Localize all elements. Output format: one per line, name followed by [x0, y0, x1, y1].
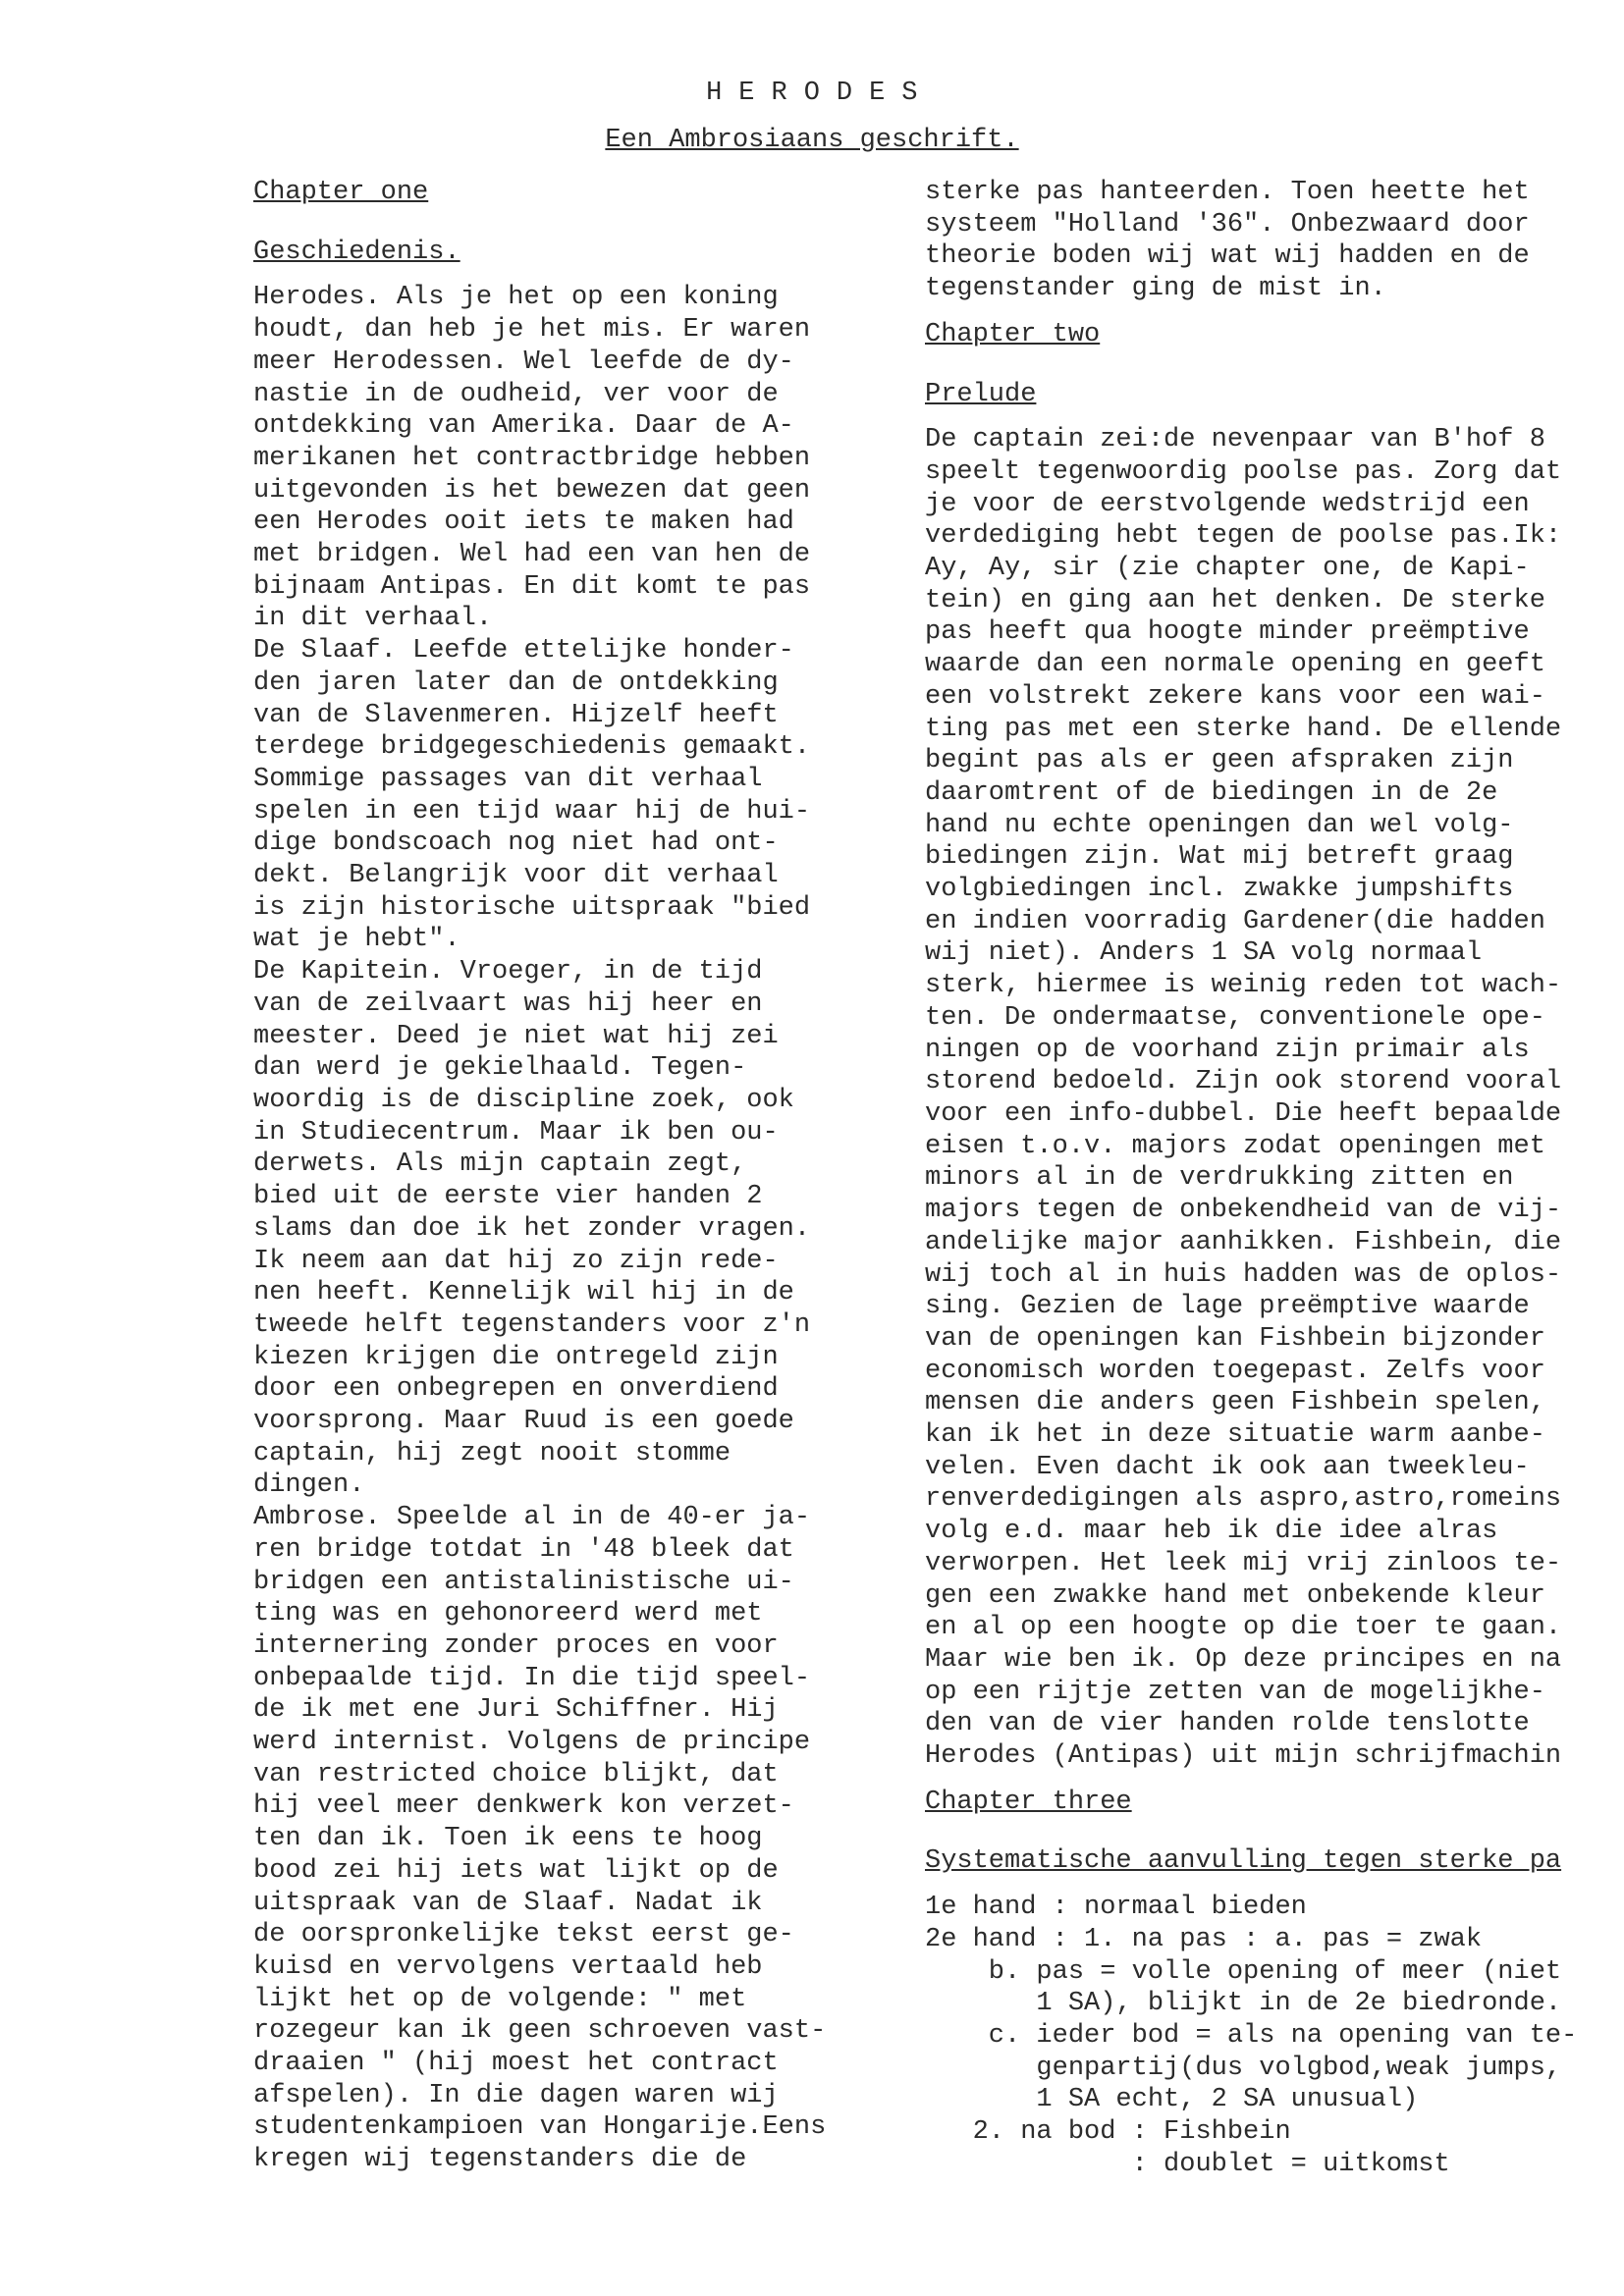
- text-line: bijnaam Antipas. En dit komt te pas: [253, 571, 811, 602]
- text-line: Sommige passages van dit verhaal: [253, 764, 763, 794]
- text-line: sterk, hiermee is weinig reden tot wach-: [925, 971, 1562, 1001]
- text-line: voor een info-dubbel. Die heeft bepaalde: [925, 1098, 1562, 1129]
- text-line: houdt, dan heb je het mis. Er waren: [253, 315, 811, 346]
- text-line: ren bridge totdat in '48 bleek dat: [253, 1534, 794, 1565]
- text-line: wat je hebt".: [253, 925, 460, 955]
- text-line: Maar wie ben ik. Op deze principes en na: [925, 1644, 1562, 1675]
- text-line: internering zonder proces en voor: [253, 1630, 779, 1661]
- text-line: bied uit de eerste vier handen 2: [253, 1182, 763, 1212]
- text-line: van de Slavenmeren. Hijzelf heeft: [253, 700, 779, 730]
- text-line: economisch worden toegepast. Zelfs voor: [925, 1356, 1545, 1386]
- text-line: speelt tegenwoordig poolse pas. Zorg dat: [925, 456, 1562, 487]
- text-line: dekt. Belangrijk voor dit verhaal: [253, 861, 779, 891]
- document-subtitle: Een Ambrosiaans geschrift.: [605, 126, 1019, 155]
- left-column: [253, 177, 901, 2176]
- text-line: op een rijtje zetten van de mogelijkhe-: [925, 1677, 1545, 1707]
- text-line: uitspraak van de Slaaf. Nadat ik: [253, 1888, 763, 1918]
- text-line: 2. na bod : Fishbein: [925, 2117, 1291, 2148]
- text-line: ten. De ondermaatse, conventionele ope-: [925, 1002, 1545, 1033]
- text-line: een volstrekt zekere kans voor een wai-: [925, 681, 1545, 712]
- text-line: is zijn historische uitspraak "bied: [253, 892, 811, 923]
- text-line: tegenstander ging de mist in.: [925, 274, 1386, 304]
- text-line: De Kapitein. Vroeger, in de tijd: [253, 957, 763, 988]
- section-heading: Chapter one: [253, 178, 429, 207]
- text-line: in dit verhaal.: [253, 604, 493, 634]
- text-line: minors al in de verdrukking zitten en: [925, 1163, 1514, 1194]
- text-line: sing. Gezien de lage preëmptive waarde: [925, 1292, 1530, 1322]
- text-line: door een onbegrepen en onverdiend: [253, 1374, 779, 1405]
- text-line: ting was en gehonoreerd werd met: [253, 1599, 763, 1629]
- text-line: dan werd je gekielhaald. Tegen-: [253, 1053, 747, 1084]
- text-line: de ik met ene Juri Schiffner. Hij: [253, 1695, 779, 1726]
- text-line: dige bondscoach nog niet had ont-: [253, 828, 779, 859]
- text-line: majors tegen de onbekendheid van de vij-: [925, 1196, 1562, 1226]
- text-line: b. pas = volle opening of meer (niet: [925, 1956, 1562, 1987]
- text-line: met bridgen. Wel had een van hen de: [253, 540, 811, 570]
- text-line: spelen in een tijd waar hij de hui-: [253, 796, 811, 827]
- text-line: eisen t.o.v. majors zodat openingen met: [925, 1131, 1545, 1161]
- text-line: nastie in de oudheid, ver voor de: [253, 379, 779, 409]
- section-heading: Prelude: [925, 379, 1037, 409]
- text-line: van de openingen kan Fishbein bijzonder: [925, 1323, 1545, 1354]
- text-line: bridgen een antistalinistische ui-: [253, 1567, 794, 1597]
- text-line: draaien " (hij moest het contract: [253, 2049, 779, 2079]
- text-line: meer Herodessen. Wel leefde de dy-: [253, 347, 794, 377]
- section-heading: Chapter two: [925, 319, 1101, 349]
- text-line: 1 SA echt, 2 SA unusual): [925, 2085, 1419, 2115]
- text-line: woordig is de discipline zoek, ook: [253, 1085, 794, 1115]
- text-line: storend bedoeld. Zijn ook storend vooral: [925, 1067, 1562, 1097]
- text-line: tweede helft tegenstanders voor z'n: [253, 1309, 811, 1340]
- text-line: kregen wij tegenstanders die de: [253, 2145, 747, 2175]
- text-line: en al op een hoogte op die toer te gaan.: [925, 1613, 1562, 1643]
- text-line: De Slaaf. Leefde ettelijke honder-: [253, 636, 794, 667]
- text-line: captain, hij zegt nooit stomme: [253, 1438, 731, 1468]
- text-line: Herodes (Antipas) uit mijn schrijfmachin: [925, 1741, 1562, 1772]
- text-line: Ay, Ay, sir (zie chapter one, de Kapi-: [925, 554, 1530, 584]
- text-line: tein) en ging aan het denken. De sterke: [925, 585, 1545, 615]
- text-line: andelijke major aanhikken. Fishbein, die: [925, 1227, 1562, 1257]
- text-line: hij veel meer denkwerk kon verzet-: [253, 1791, 794, 1822]
- text-line: slams dan doe ik het zonder vragen.: [253, 1213, 811, 1244]
- text-line: genpartij(dus volgbod,weak jumps,: [925, 2053, 1562, 2083]
- text-line: dingen.: [253, 1470, 365, 1501]
- text-line: derwets. Als mijn captain zegt,: [253, 1149, 747, 1180]
- text-line: terdege bridgegeschiedenis gemaakt.: [253, 732, 811, 763]
- text-line: wij toch al in huis hadden was de oplos-: [925, 1259, 1562, 1290]
- text-line: c. ieder bod = als na opening van te-: [925, 2020, 1578, 2051]
- text-line: een Herodes ooit iets te maken had: [253, 507, 794, 538]
- text-line: ningen op de voorhand zijn primair als: [925, 1035, 1530, 1065]
- text-line: voorsprong. Maar Ruud is een goede: [253, 1407, 794, 1437]
- text-line: De captain zei:de nevenpaar van B'hof 8: [925, 425, 1545, 455]
- text-line: en indien voorradig Gardener(die hadden: [925, 906, 1545, 936]
- text-line: merikanen het contractbridge hebben: [253, 443, 811, 473]
- text-line: nen heeft. Kennelijk wil hij in de: [253, 1278, 794, 1308]
- text-line: den jaren later dan de ontdekking: [253, 667, 779, 698]
- text-line: begint pas als er geen afspraken zijn: [925, 746, 1514, 776]
- text-line: waarde dan een normale opening en geeft: [925, 650, 1545, 680]
- text-line: in Studiecentrum. Maar ik ben ou-: [253, 1117, 779, 1148]
- text-line: verdediging hebt tegen de poolse pas.Ik:: [925, 521, 1562, 552]
- section-heading: Systematische aanvulling tegen sterke pa: [925, 1846, 1562, 1877]
- text-line: velen. Even dacht ik ook aan tweekleu-: [925, 1452, 1530, 1482]
- text-line: biedingen zijn. Wat mij betreft graag: [925, 842, 1514, 873]
- text-line: van de zeilvaart was hij heer en: [253, 988, 763, 1019]
- text-line: den van de vier handen rolde tenslotte: [925, 1709, 1530, 1739]
- text-line: 1e hand : normaal bieden: [925, 1893, 1307, 1923]
- text-line: renverdedigingen als aspro,astro,romeins: [925, 1484, 1562, 1515]
- text-line: onbepaalde tijd. In die tijd speel-: [253, 1663, 811, 1693]
- text-line: uitgevonden is het bewezen dat geen: [253, 475, 811, 506]
- text-line: wij niet). Anders 1 SA volg normaal: [925, 938, 1483, 969]
- text-line: kiezen krijgen die ontregeld zijn: [253, 1342, 779, 1372]
- text-line: systeem "Holland '36". Onbezwaard door: [925, 209, 1530, 240]
- document-title: H E R O D E S: [706, 79, 918, 108]
- right-column: [925, 177, 1624, 2180]
- text-line: theorie boden wij wat wij hadden en de: [925, 241, 1530, 272]
- text-line: bood zei hij iets wat lijkt op de: [253, 1855, 779, 1886]
- text-line: kuisd en vervolgens vertaald heb: [253, 1951, 763, 1982]
- text-line: ten dan ik. Toen ik eens te hoog: [253, 1824, 763, 1854]
- text-line: hand nu echte openingen dan wel volg-: [925, 810, 1514, 840]
- text-line: kan ik het in deze situatie warm aanbe-: [925, 1420, 1545, 1451]
- text-line: Ik neem aan dat hij zo zijn rede-: [253, 1246, 779, 1276]
- text-line: rozegeur kan ik geen schroeven vast-: [253, 2016, 827, 2047]
- text-line: afspelen). In die dagen waren wij: [253, 2080, 779, 2110]
- text-line: mensen die anders geen Fishbein spelen,: [925, 1388, 1545, 1418]
- section-heading: Chapter three: [925, 1787, 1132, 1817]
- text-line: meester. Deed je niet wat hij zei: [253, 1021, 779, 1051]
- text-line: Herodes. Als je het op een koning: [253, 283, 779, 313]
- text-line: gen een zwakke hand met onbekende kleur: [925, 1580, 1545, 1611]
- text-line: 1 SA), blijkt in de 2e biedronde.: [925, 1989, 1562, 2019]
- text-line: volgbiedingen incl. zwakke jumpshifts: [925, 875, 1514, 905]
- text-line: studentenkampioen van Hongarije.Eens: [253, 2112, 827, 2143]
- text-line: ting pas met een sterke hand. De ellende: [925, 714, 1562, 744]
- text-line: volg e.d. maar heb ik die idee alras: [925, 1517, 1498, 1547]
- text-line: werd internist. Volgens de principe: [253, 1728, 811, 1758]
- text-line: sterke pas hanteerden. Toen heette het: [925, 178, 1530, 207]
- text-line: 2e hand : 1. na pas : a. pas = zwak: [925, 1924, 1483, 1954]
- text-line: je voor de eerstvolgende wedstrijd een: [925, 489, 1530, 519]
- section-heading: Geschiedenis.: [253, 237, 460, 267]
- text-line: pas heeft qua hoogte minder preëmptive: [925, 617, 1530, 648]
- text-line: lijkt het op de volgende: " met: [253, 1984, 747, 2014]
- text-line: Ambrose. Speelde al in de 40-er ja-: [253, 1503, 811, 1533]
- text-line: daaromtrent of de biedingen in de 2e: [925, 777, 1498, 808]
- text-line: de oorspronkelijke tekst eerst ge-: [253, 1920, 794, 1950]
- text-line: : doublet = uitkomst: [925, 2149, 1450, 2179]
- text-line: ontdekking van Amerika. Daar de A-: [253, 411, 794, 442]
- text-line: van restricted choice blijkt, dat: [253, 1759, 779, 1789]
- text-line: verworpen. Het leek mij vrij zinloos te-: [925, 1548, 1562, 1578]
